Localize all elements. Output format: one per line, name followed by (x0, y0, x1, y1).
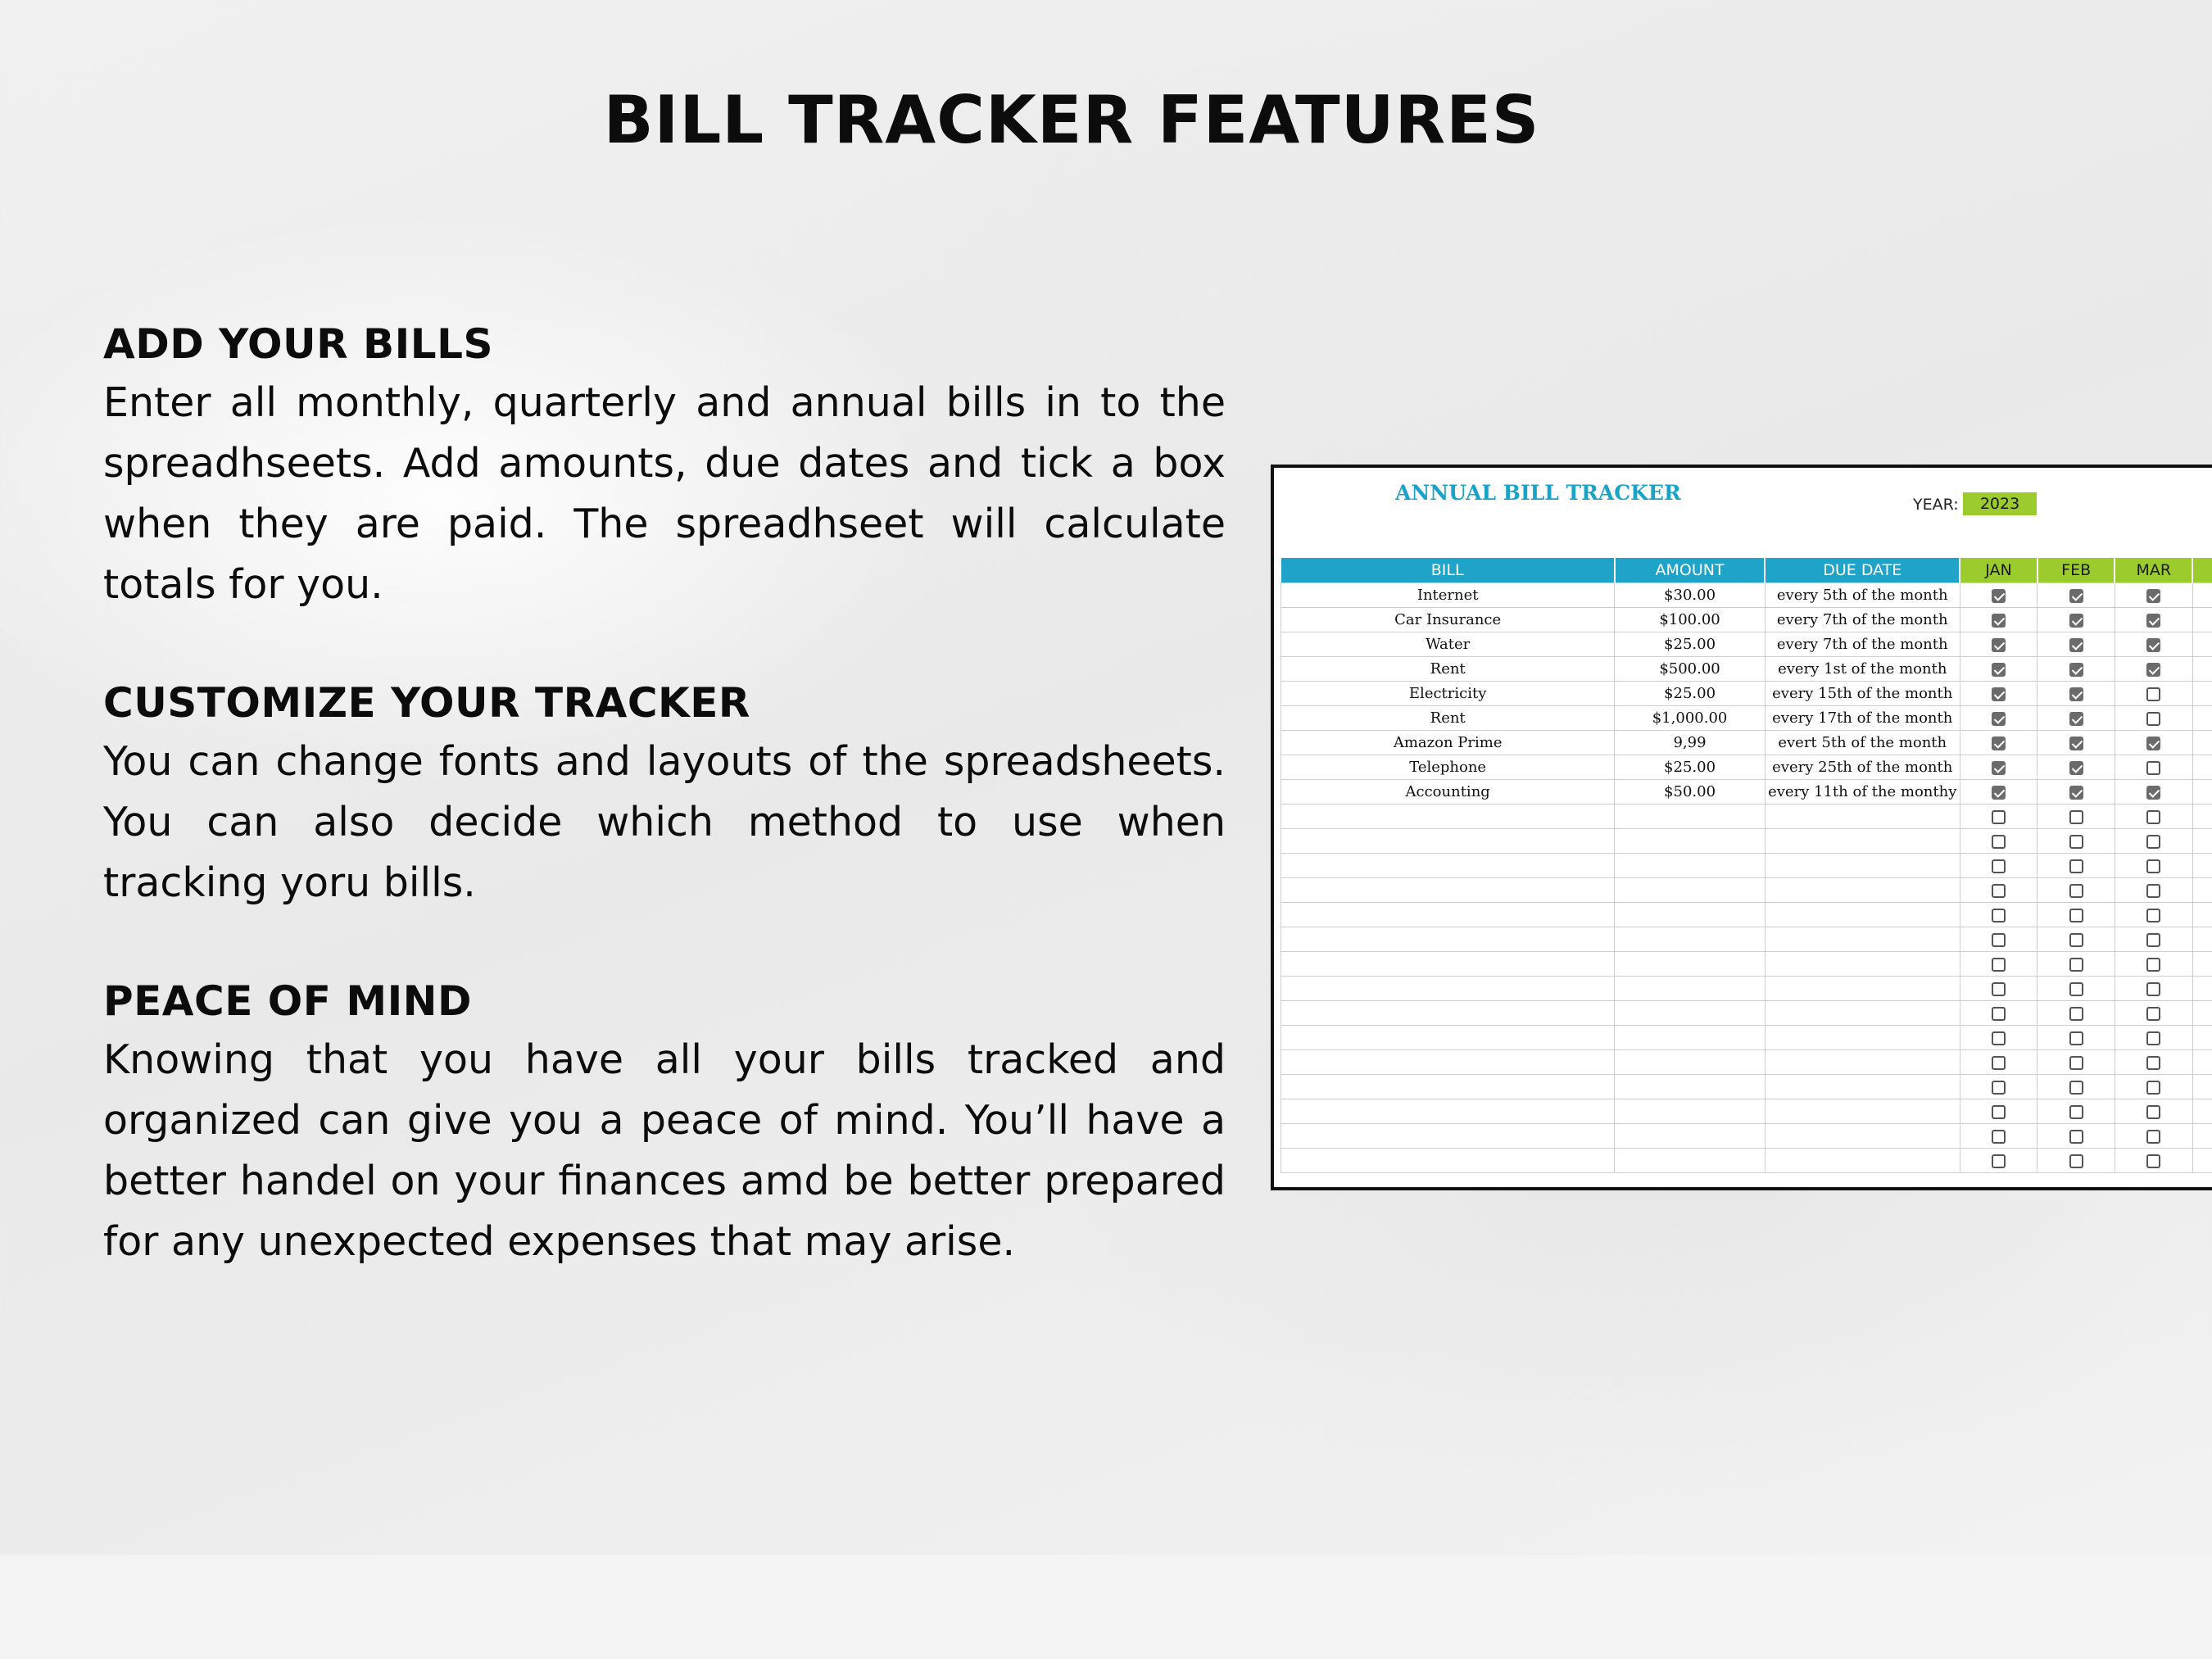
amount-cell[interactable] (1615, 1149, 1765, 1173)
checked-checkbox-icon[interactable] (2069, 687, 2083, 701)
checkbox-icon[interactable] (2146, 909, 2160, 922)
paid-cell (1960, 731, 2037, 755)
paid-cell (2115, 657, 2192, 682)
checkbox-icon[interactable] (2069, 1031, 2083, 1045)
checkbox-icon[interactable] (2069, 859, 2083, 873)
checked-checkbox-icon[interactable] (1992, 589, 2006, 603)
tracker-title: ANNUAL BILL TRACKER (1395, 481, 1681, 505)
feature-add-bills (103, 315, 1226, 615)
checkbox-icon[interactable] (2146, 859, 2160, 873)
due-date-cell: every 1st of the month (1765, 657, 1960, 682)
overflow-cell (2192, 583, 2212, 608)
paid-cell (2115, 977, 2192, 1001)
column-header-due-date: DUE DATE (1765, 558, 1960, 583)
paid-cell (2037, 878, 2115, 903)
checkbox-icon[interactable] (2069, 933, 2083, 947)
due-date-cell: evert 5th of the month (1765, 731, 1960, 755)
empty-table-row (1281, 1075, 2212, 1099)
bill-name-cell: Car Insurance (1281, 608, 1615, 632)
paid-cell (2037, 608, 2115, 632)
checkbox-icon[interactable] (2069, 884, 2083, 898)
due-date-cell: every 7th of the month (1765, 608, 1960, 632)
empty-table-row (1281, 927, 2212, 952)
paid-cell (2115, 755, 2192, 780)
amount-cell: $25.00 (1615, 682, 1765, 706)
empty-table-row (1281, 1050, 2212, 1075)
column-header-mar: MAR (2115, 558, 2192, 583)
checkbox-icon[interactable] (2069, 1081, 2083, 1095)
overflow-cell (2192, 608, 2212, 632)
amount-cell[interactable] (1615, 1075, 1765, 1099)
bill-name-cell[interactable] (1281, 878, 1615, 903)
checked-checkbox-icon[interactable] (2146, 614, 2160, 628)
due-date-cell[interactable] (1765, 1050, 1960, 1075)
bill-name-cell[interactable] (1281, 1149, 1615, 1173)
paid-cell (2115, 805, 2192, 829)
due-date-cell[interactable] (1765, 1075, 1960, 1099)
bottom-band (0, 1555, 2212, 1659)
checkbox-icon[interactable] (2069, 982, 2083, 996)
amount-cell: $25.00 (1615, 755, 1765, 780)
empty-table-row (1281, 829, 2212, 854)
checked-checkbox-icon[interactable] (2146, 737, 2160, 750)
paid-cell (1960, 1001, 2037, 1026)
checkbox-icon[interactable] (2069, 1007, 2083, 1021)
bill-name-cell[interactable] (1281, 952, 1615, 977)
table-header-row (1281, 558, 2212, 583)
checkbox-icon[interactable] (2146, 1130, 2160, 1144)
paid-cell (1960, 1075, 2037, 1099)
amount-cell[interactable] (1615, 1001, 1765, 1026)
year-value: 2023 (1963, 492, 2037, 515)
overflow-cell (2192, 632, 2212, 657)
checkbox-icon[interactable] (2146, 1007, 2160, 1021)
bill-name-cell[interactable] (1281, 1001, 1615, 1026)
table-row (1281, 755, 2212, 780)
table-row (1281, 657, 2212, 682)
paid-cell (2037, 977, 2115, 1001)
empty-table-row (1281, 805, 2212, 829)
bill-name-cell[interactable] (1281, 805, 1615, 829)
paid-cell (1960, 706, 2037, 731)
paid-cell (1960, 1026, 2037, 1050)
amount-cell: $30.00 (1615, 583, 1765, 608)
due-date-cell[interactable] (1765, 1001, 1960, 1026)
tracker-table (1281, 558, 2212, 1173)
paid-cell (2037, 731, 2115, 755)
paid-cell (2115, 632, 2192, 657)
due-date-cell: every 5th of the month (1765, 583, 1960, 608)
paid-cell (1960, 632, 2037, 657)
paid-cell (2037, 1124, 2115, 1149)
overflow-cell (2192, 1099, 2212, 1124)
due-date-cell: every 11th of the monthy (1765, 780, 1960, 805)
checked-checkbox-icon[interactable] (1992, 638, 2006, 652)
table-row (1281, 632, 2212, 657)
bill-name-cell[interactable] (1281, 1026, 1615, 1050)
table-row (1281, 780, 2212, 805)
amount-cell: $100.00 (1615, 608, 1765, 632)
feature-body: Knowing that you have all your bills tracked and organized can give you a peace of mind. You’ll have a better handel on your finances amd be better prepared for any unexpected expenses that may arise. (103, 1036, 1226, 1265)
due-date-cell[interactable] (1765, 829, 1960, 854)
column-header-jan: JAN (1960, 558, 2037, 583)
table-row (1281, 731, 2212, 755)
overflow-cell (2192, 755, 2212, 780)
bill-name-cell: Electricity (1281, 682, 1615, 706)
paid-cell (2115, 829, 2192, 854)
amount-cell[interactable] (1615, 1099, 1765, 1124)
checkbox-icon[interactable] (1992, 1031, 2006, 1045)
paid-cell (1960, 854, 2037, 878)
overflow-cell (2192, 1124, 2212, 1149)
due-date-cell: every 25th of the month (1765, 755, 1960, 780)
paid-cell (1960, 657, 2037, 682)
column-header-bill: BILL (1281, 558, 1615, 583)
checkbox-icon[interactable] (1992, 810, 2006, 824)
paid-cell (1960, 927, 2037, 952)
due-date-cell[interactable] (1765, 1149, 1960, 1173)
paid-cell (2037, 706, 2115, 731)
paid-cell (2037, 780, 2115, 805)
features-list (103, 315, 1226, 1331)
due-date-cell[interactable] (1765, 977, 1960, 1001)
amount-cell: $500.00 (1615, 657, 1765, 682)
checkbox-icon[interactable] (2069, 1056, 2083, 1070)
checkbox-icon[interactable] (2069, 1130, 2083, 1144)
bill-tracker-spreadsheet (1271, 465, 2212, 1190)
checked-checkbox-icon[interactable] (2069, 786, 2083, 800)
amount-cell[interactable] (1615, 903, 1765, 927)
table-row (1281, 706, 2212, 731)
checkbox-icon[interactable] (2146, 1081, 2160, 1095)
amount-cell[interactable] (1615, 1124, 1765, 1149)
due-date-cell[interactable] (1765, 1124, 1960, 1149)
empty-table-row (1281, 952, 2212, 977)
due-date-cell[interactable] (1765, 878, 1960, 903)
overflow-cell (2192, 657, 2212, 682)
due-date-cell[interactable] (1765, 1099, 1960, 1124)
bill-name-cell: Accounting (1281, 780, 1615, 805)
checked-checkbox-icon[interactable] (1992, 786, 2006, 800)
paid-cell (2115, 1026, 2192, 1050)
paid-cell (1960, 583, 2037, 608)
checkbox-icon[interactable] (2146, 982, 2160, 996)
bill-name-cell[interactable] (1281, 1075, 1615, 1099)
overflow-cell (2192, 977, 2212, 1001)
overflow-cell (2192, 805, 2212, 829)
checked-checkbox-icon[interactable] (2069, 761, 2083, 775)
table-row (1281, 682, 2212, 706)
paid-cell (2115, 780, 2192, 805)
paid-cell (1960, 1149, 2037, 1173)
amount-cell[interactable] (1615, 878, 1765, 903)
paid-cell (2115, 927, 2192, 952)
paid-cell (2037, 657, 2115, 682)
paid-cell (2115, 583, 2192, 608)
amount-cell[interactable] (1615, 1026, 1765, 1050)
overflow-cell (2192, 731, 2212, 755)
checked-checkbox-icon[interactable] (1992, 712, 2006, 726)
feature-body: Enter all monthly, quarterly and annual bills in to the spreadhseets. Add amounts, due dates and tick a box when they are paid. The spreadhseet will calculate totals for you. (103, 379, 1226, 608)
empty-table-row (1281, 854, 2212, 878)
paid-cell (1960, 1050, 2037, 1075)
paid-cell (2037, 952, 2115, 977)
checkbox-icon[interactable] (1992, 884, 2006, 898)
paid-cell (2037, 632, 2115, 657)
checkbox-icon[interactable] (2146, 933, 2160, 947)
feature-heading: CUSTOMIZE YOUR TRACKER (103, 679, 750, 727)
page-title: BILL TRACKER FEATURES (603, 82, 1540, 158)
overflow-cell (2192, 1026, 2212, 1050)
overflow-cell (2192, 682, 2212, 706)
feature-peace-of-mind (103, 972, 1226, 1272)
checkbox-icon[interactable] (2146, 761, 2160, 775)
paid-cell (1960, 952, 2037, 977)
overflow-cell (2192, 1075, 2212, 1099)
amount-cell[interactable] (1615, 952, 1765, 977)
checked-checkbox-icon[interactable] (2069, 589, 2083, 603)
checkbox-icon[interactable] (2146, 712, 2160, 726)
bill-name-cell[interactable] (1281, 903, 1615, 927)
bill-name-cell[interactable] (1281, 1099, 1615, 1124)
checkbox-icon[interactable] (2069, 958, 2083, 972)
checkbox-icon[interactable] (1992, 1056, 2006, 1070)
bill-name-cell: Water (1281, 632, 1615, 657)
checkbox-icon[interactable] (1992, 859, 2006, 873)
overflow-cell (2192, 1001, 2212, 1026)
amount-cell[interactable] (1615, 1050, 1765, 1075)
empty-table-row (1281, 1149, 2212, 1173)
paid-cell (1960, 1124, 2037, 1149)
paid-cell (2037, 1001, 2115, 1026)
paid-cell (2037, 755, 2115, 780)
paid-cell (1960, 780, 2037, 805)
due-date-cell: every 17th of the month (1765, 706, 1960, 731)
bill-name-cell: Amazon Prime (1281, 731, 1615, 755)
overflow-cell (2192, 706, 2212, 731)
paid-cell (2115, 1075, 2192, 1099)
empty-table-row (1281, 1026, 2212, 1050)
due-date-cell[interactable] (1765, 903, 1960, 927)
checked-checkbox-icon[interactable] (1992, 761, 2006, 775)
paid-cell (1960, 608, 2037, 632)
paid-cell (2115, 731, 2192, 755)
paid-cell (2037, 1075, 2115, 1099)
overflow-cell (2192, 780, 2212, 805)
checkbox-icon[interactable] (1992, 958, 2006, 972)
checked-checkbox-icon[interactable] (2069, 614, 2083, 628)
overflow-cell (2192, 903, 2212, 927)
checked-checkbox-icon[interactable] (2069, 638, 2083, 652)
checkbox-icon[interactable] (2146, 687, 2160, 701)
checked-checkbox-icon[interactable] (1992, 663, 2006, 677)
checked-checkbox-icon[interactable] (1992, 737, 2006, 750)
bill-name-cell: Telephone (1281, 755, 1615, 780)
paid-cell (1960, 755, 2037, 780)
due-date-cell: every 15th of the month (1765, 682, 1960, 706)
paid-cell (2037, 1099, 2115, 1124)
empty-table-row (1281, 903, 2212, 927)
due-date-cell[interactable] (1765, 927, 1960, 952)
table-row (1281, 583, 2212, 608)
column-header-next (2192, 558, 2212, 583)
due-date-cell[interactable] (1765, 854, 1960, 878)
bill-name-cell[interactable] (1281, 977, 1615, 1001)
checked-checkbox-icon[interactable] (2069, 712, 2083, 726)
feature-heading: PEACE OF MIND (103, 977, 473, 1025)
checkbox-icon[interactable] (2146, 1031, 2160, 1045)
checkbox-icon[interactable] (2146, 835, 2160, 849)
empty-table-row (1281, 1099, 2212, 1124)
paid-cell (2037, 927, 2115, 952)
overflow-cell (2192, 927, 2212, 952)
overflow-cell (2192, 854, 2212, 878)
paid-cell (2115, 1050, 2192, 1075)
bill-name-cell[interactable] (1281, 854, 1615, 878)
paid-cell (1960, 977, 2037, 1001)
empty-table-row (1281, 977, 2212, 1001)
empty-table-row (1281, 1124, 2212, 1149)
paid-cell (2037, 805, 2115, 829)
paid-cell (2037, 583, 2115, 608)
feature-customize (103, 674, 1226, 913)
year-label: YEAR: (1913, 496, 1959, 514)
amount-cell: $1,000.00 (1615, 706, 1765, 731)
bill-name-cell[interactable] (1281, 1124, 1615, 1149)
paid-cell (2115, 608, 2192, 632)
paid-cell (1960, 805, 2037, 829)
feature-heading: ADD YOUR BILLS (103, 320, 493, 368)
overflow-cell (2192, 952, 2212, 977)
paid-cell (2037, 903, 2115, 927)
checkbox-icon[interactable] (2069, 835, 2083, 849)
checkbox-icon[interactable] (2146, 1056, 2160, 1070)
overflow-cell (2192, 1149, 2212, 1173)
checkbox-icon[interactable] (1992, 909, 2006, 922)
checkbox-icon[interactable] (2146, 1154, 2160, 1168)
paid-cell (2115, 952, 2192, 977)
checkbox-icon[interactable] (1992, 1081, 2006, 1095)
tracker-body (1281, 583, 2212, 1173)
due-date-cell[interactable] (1765, 805, 1960, 829)
checkbox-icon[interactable] (2069, 810, 2083, 824)
paid-cell (2115, 1149, 2192, 1173)
paid-cell (2037, 1050, 2115, 1075)
checkbox-icon[interactable] (2146, 810, 2160, 824)
amount-cell: 9,99 (1615, 731, 1765, 755)
paid-cell (2115, 878, 2192, 903)
checked-checkbox-icon[interactable] (2146, 663, 2160, 677)
checkbox-icon[interactable] (1992, 835, 2006, 849)
amount-cell: $25.00 (1615, 632, 1765, 657)
paid-cell (2037, 829, 2115, 854)
empty-table-row (1281, 1001, 2212, 1026)
checkbox-icon[interactable] (1992, 982, 2006, 996)
paid-cell (2115, 682, 2192, 706)
checkbox-icon[interactable] (1992, 1105, 2006, 1119)
overflow-cell (2192, 829, 2212, 854)
amount-cell[interactable] (1615, 829, 1765, 854)
column-header-feb: FEB (2037, 558, 2115, 583)
paid-cell (2037, 1026, 2115, 1050)
checkbox-icon[interactable] (1992, 933, 2006, 947)
checked-checkbox-icon[interactable] (2069, 663, 2083, 677)
checkbox-icon[interactable] (1992, 1130, 2006, 1144)
bill-name-cell[interactable] (1281, 829, 1615, 854)
checked-checkbox-icon[interactable] (1992, 614, 2006, 628)
paid-cell (1960, 878, 2037, 903)
overflow-cell (2192, 878, 2212, 903)
due-date-cell[interactable] (1765, 1026, 1960, 1050)
checkbox-icon[interactable] (2146, 884, 2160, 898)
amount-cell[interactable] (1615, 854, 1765, 878)
paid-cell (1960, 682, 2037, 706)
bill-name-cell[interactable] (1281, 1050, 1615, 1075)
checkbox-icon[interactable] (2069, 1154, 2083, 1168)
bill-name-cell: Rent (1281, 657, 1615, 682)
paid-cell (2115, 706, 2192, 731)
paid-cell (1960, 829, 2037, 854)
amount-cell[interactable] (1615, 805, 1765, 829)
checkbox-icon[interactable] (2146, 958, 2160, 972)
paid-cell (2037, 854, 2115, 878)
checked-checkbox-icon[interactable] (2146, 786, 2160, 800)
checked-checkbox-icon[interactable] (2146, 589, 2160, 603)
checkbox-icon[interactable] (2146, 1105, 2160, 1119)
checkbox-icon[interactable] (2069, 1105, 2083, 1119)
checkbox-icon[interactable] (1992, 1007, 2006, 1021)
bill-name-cell: Internet (1281, 583, 1615, 608)
paid-cell (2115, 903, 2192, 927)
bill-name-cell: Rent (1281, 706, 1615, 731)
checked-checkbox-icon[interactable] (1992, 687, 2006, 701)
amount-cell[interactable] (1615, 977, 1765, 1001)
empty-table-row (1281, 878, 2212, 903)
feature-body: You can change fonts and layouts of the spreadsheets. You can also decide which method to use when tracking yoru bills. (103, 738, 1226, 906)
overflow-cell (2192, 1050, 2212, 1075)
amount-cell: $50.00 (1615, 780, 1765, 805)
checkbox-icon[interactable] (2069, 909, 2083, 922)
paid-cell (1960, 903, 2037, 927)
bill-name-cell[interactable] (1281, 927, 1615, 952)
paid-cell (2115, 854, 2192, 878)
paid-cell (2115, 1099, 2192, 1124)
paid-cell (2037, 1149, 2115, 1173)
checked-checkbox-icon[interactable] (2069, 737, 2083, 750)
paid-cell (2115, 1124, 2192, 1149)
due-date-cell: every 7th of the month (1765, 632, 1960, 657)
paid-cell (2115, 1001, 2192, 1026)
paid-cell (2037, 682, 2115, 706)
checked-checkbox-icon[interactable] (2146, 638, 2160, 652)
due-date-cell[interactable] (1765, 952, 1960, 977)
paid-cell (1960, 1099, 2037, 1124)
amount-cell[interactable] (1615, 927, 1765, 952)
column-header-amount: AMOUNT (1615, 558, 1765, 583)
checkbox-icon[interactable] (1992, 1154, 2006, 1168)
table-row (1281, 608, 2212, 632)
